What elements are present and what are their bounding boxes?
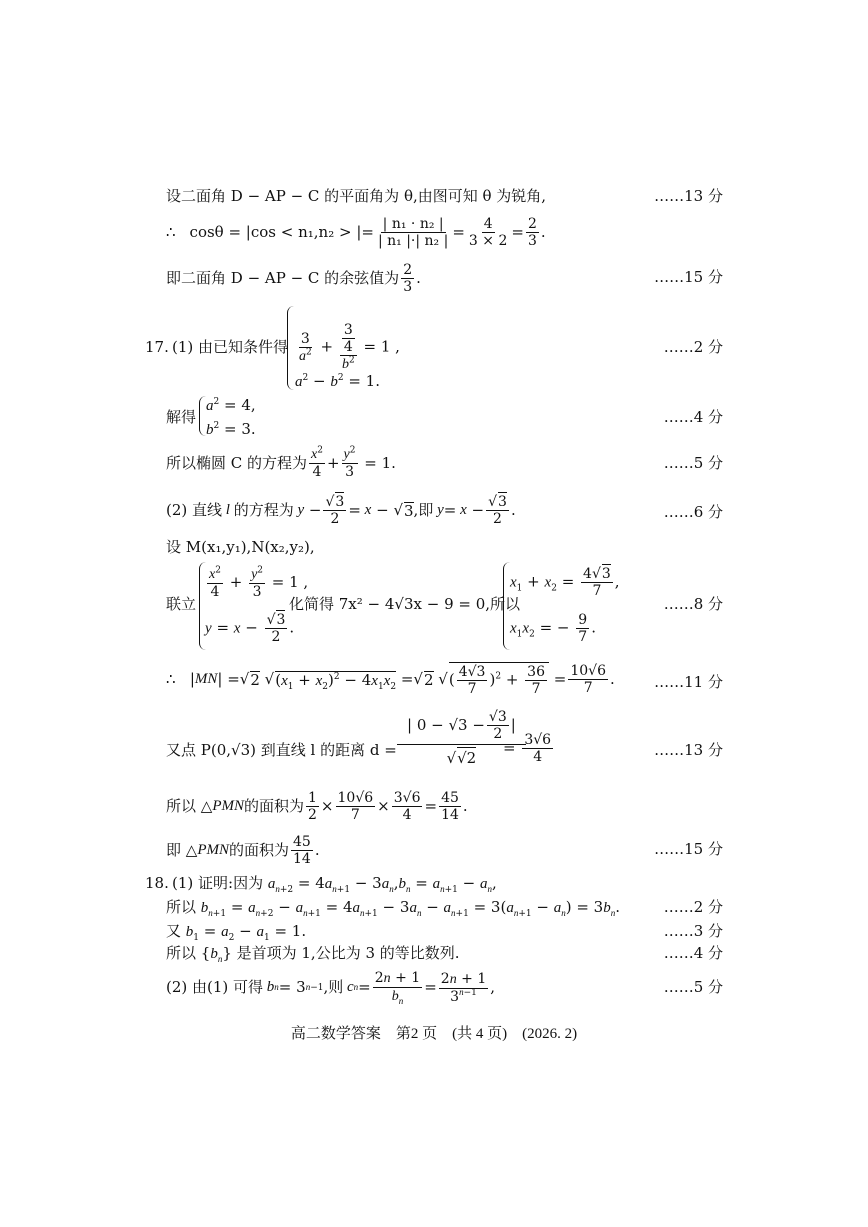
distance-numerator: | 0 − √3 − $\frac{√3}{2}$ | [397,709,526,745]
equals: = [511,223,524,242]
distance-text: 又点 P(0,√3) 到直线 l 的距离 d = [166,741,397,759]
solve-label: 解得 [166,408,197,426]
conc-num: 2 [403,262,413,278]
score-4b: ……4 分 [663,944,723,962]
system1-eq-b: $a^2 - b^2 = 1$. [295,372,380,390]
solution-a: $a^2 = 4$, [206,396,256,414]
score-8: ……8 分 [663,595,723,613]
cos-frac-den: | n₁ |·| n₂ | [377,233,449,250]
ellipse-text: 所以椭圆 C 的方程为 [166,453,308,472]
frac2-den: 3 × 2 [468,233,508,250]
q18-line-3: 又 $b_1 = a_2 - a_1 = 1$. [166,922,307,943]
q17-number: 17. [145,338,169,356]
solution-b: $b^2 = 3$. [206,420,256,438]
cos-frac-num: | n₁ · n₂ | [382,216,444,232]
distance-denominator: √√2 [446,749,477,768]
cos-fraction-1 [376,216,450,249]
cos-fraction-3 [526,216,539,249]
score-13b: ……13 分 [654,741,723,759]
area-calc: 所以 △ PMN 的面积为 $\frac{1}{2}$ × $\frac{10√6}{7}$ × $\frac{3√6}{4}$ = $\frac{45}{14}$ . [166,790,468,824]
score-5b: ……5 分 [663,978,723,996]
distance-result: = $\frac{3√6}{4}$ [503,732,552,766]
period: . [540,223,546,242]
cos-fraction-2 [467,216,509,249]
frac3-den: 3 [527,233,537,250]
system3-eq-b: $x_1x_2$ = − $\frac{9}{7}$ . [510,612,596,646]
page-footer: 高二数学答案 第2 页 (共 4 页) (2026. 2) [290,1026,578,1042]
score-3: ……3 分 [663,922,723,940]
q16-conclusion-text: 即二面角 D − AP − C 的余弦值为 [166,269,400,288]
q18-line-4: 所以 $\{b_n\}$ 是首项为 1,公比为 3 的等比数列. [166,944,460,964]
q18-number: 18. [145,874,169,892]
q18-line-1: (1) 证明:因为 $a_{n+2} = 4a_{n+1} - 3a_n,b_n = a_{n+1} - a_n$, [172,874,497,895]
ellipse-equation: 所以椭圆 C 的方程为 $\frac{x^2}{4}$ + $\frac{y^2}{3}$ = 1. [166,445,396,481]
score-2: ……2 分 [663,338,723,356]
score-15: ……15 分 [654,268,723,286]
score-4: ……4 分 [663,408,723,426]
equals: = [452,223,465,242]
q16-conclusion: 即二面角 D − AP − C 的余弦值为 $\frac{2}{3}$ . [166,262,421,296]
lianli-label: 联立 [166,595,197,613]
q17-part1-label: (1) 由已知条件得 [172,338,289,356]
area-final: 即 △ PMN 的面积为 $\frac{45}{14}$ . [166,834,320,868]
q18-line-2: 所以 $b_{n+1} = a_{n+2} - a_{n+1} = 4a_{n+1} - 3a_n - a_{n+1} = 3(a_{n+1} - a_n) = 3b_n$. [166,898,620,919]
therefore-sign: ∴ [166,223,176,242]
cos-lhs: cosθ = |cos < n₁,n₂ > |= [189,223,374,242]
set-points-text: 设 M(x₁,y₁),N(x₂,y₂), [166,538,315,556]
system-brace-4 [503,562,510,650]
q16-cos-line [166,216,546,249]
line-l-equation: (2) 直线 l 的方程为 y − $\frac{√3}{2}$ = x − √ 3 ,即 y = x − $\frac{√3}{2}$ . [166,494,516,528]
system-brace-1 [287,306,294,390]
system2-eq-a: $\frac{x^2}{4}$ + $\frac{y^2}{3}$ = 1 , [209,565,309,601]
frac2-num: 4 [483,216,493,232]
set-points [166,540,315,555]
q18-line-5: (2) 由(1) 可得 b n = 3 n−1 ,则 c n = $\frac{2n + 1}{b_n}$ = $\frac{2n + 1}{3^{n-1}}$ , [166,970,496,1006]
q16-line-1: 设二面角 D − AP − C 的平面角为 θ,由图可知 θ 为锐角, [166,187,547,205]
conc-den: 3 [403,279,413,296]
frac3-num: 2 [527,216,537,232]
score-6: ……6 分 [663,503,723,521]
system2-eq-b: y = x − $\frac{√3}{2}$ . [205,612,295,646]
score-15b: ……15 分 [654,840,723,858]
system1-eq-a: $\frac{3}{a^2}$ + $\frac{\frac{3}{4}}{b^2}$ = 1 , [299,322,400,373]
mn-length: ∴ | MN | = √ 2 √ $(x_1 + x_2)^2 - 4x_1x_2$ = √ 2 √ ( $\frac{4√3}{7}$ )$^2$ + $\frac{36}{7}$ = $\frac{10√6}{7}$ . [166,663,615,698]
system-brace-2 [199,396,206,436]
score-11: ……11 分 [654,673,723,691]
score-2b: ……2 分 [663,898,723,916]
system3-eq-a: $x_1 + x_2$ = $\frac{4√3}{7}$ , [510,566,620,600]
score-5: ……5 分 [663,454,723,472]
score-13: ……13 分 [654,187,723,205]
simplify-text: 化简得 7x² − 4√3x − 9 = 0,所以 [289,595,521,613]
q16-conclusion-fraction [401,262,414,295]
